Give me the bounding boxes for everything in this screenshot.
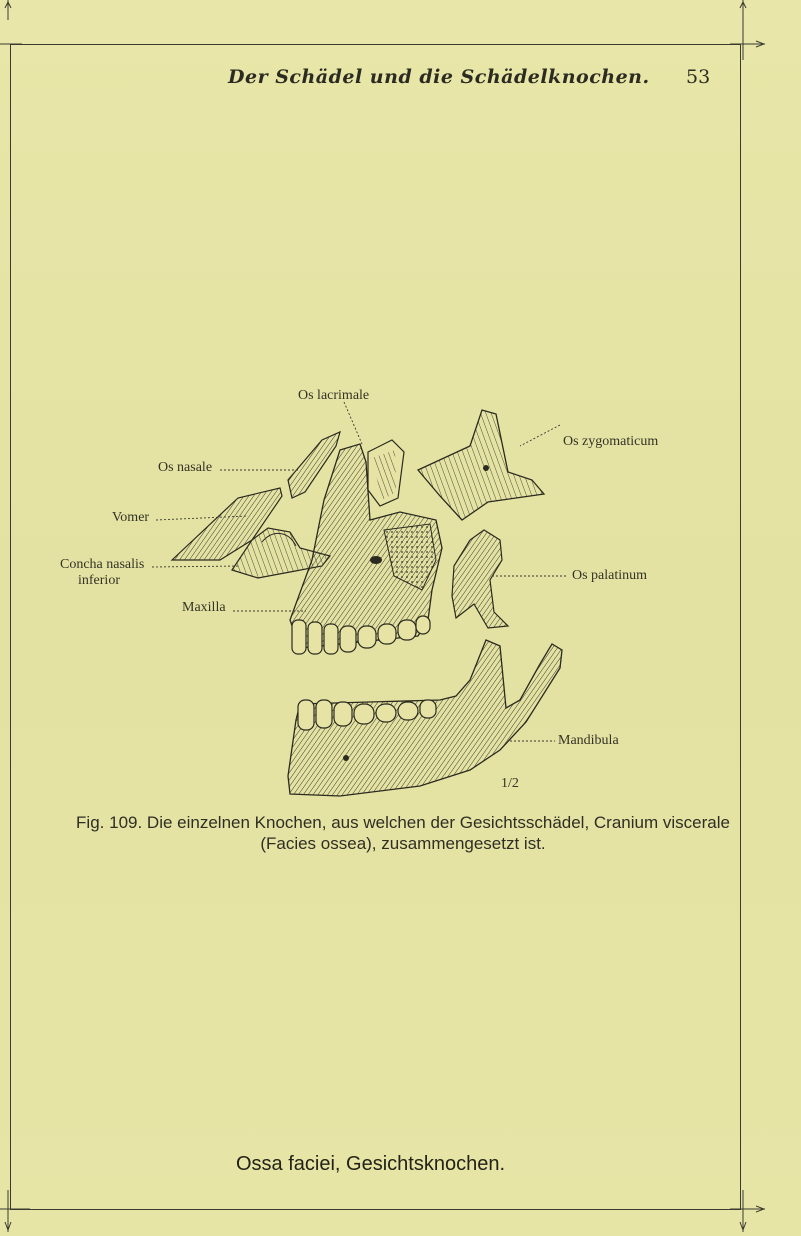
os-palatinum-bone xyxy=(452,530,508,628)
label-os-nasale: Os nasale xyxy=(158,460,213,475)
label-maxilla: Maxilla xyxy=(182,600,226,615)
os-lacrimale-bone xyxy=(368,440,404,506)
caption-line-1: Fig. 109. Die einzelnen Knochen, aus welchen der Gesichtsschädel, Cranium viscerale xyxy=(76,813,730,832)
scale-note: 1/2 xyxy=(501,776,519,791)
plate-footer-title: Ossa faciei, Gesichtsknochen. xyxy=(235,1153,505,1175)
label-concha-line1: Concha nasalis xyxy=(60,557,145,572)
page-number: 53 xyxy=(686,66,711,88)
os-zygomaticum-bone xyxy=(418,410,544,520)
mandibula-bone xyxy=(288,640,562,796)
figure-caption xyxy=(38,812,768,854)
label-os-palatinum: Os palatinum xyxy=(572,568,648,583)
header-title: Der Schädel und die Schädelknochen. xyxy=(228,66,650,88)
caption-line-2: (Facies ossea), zusammengesetzt ist. xyxy=(260,834,546,853)
label-vomer: Vomer xyxy=(112,510,150,525)
label-concha-line2: inferior xyxy=(78,573,120,588)
label-os-lacrimale: Os lacrimale xyxy=(298,388,370,403)
label-os-zygomaticum: Os zygomaticum xyxy=(563,434,659,449)
label-mandibula: Mandibula xyxy=(558,733,619,748)
